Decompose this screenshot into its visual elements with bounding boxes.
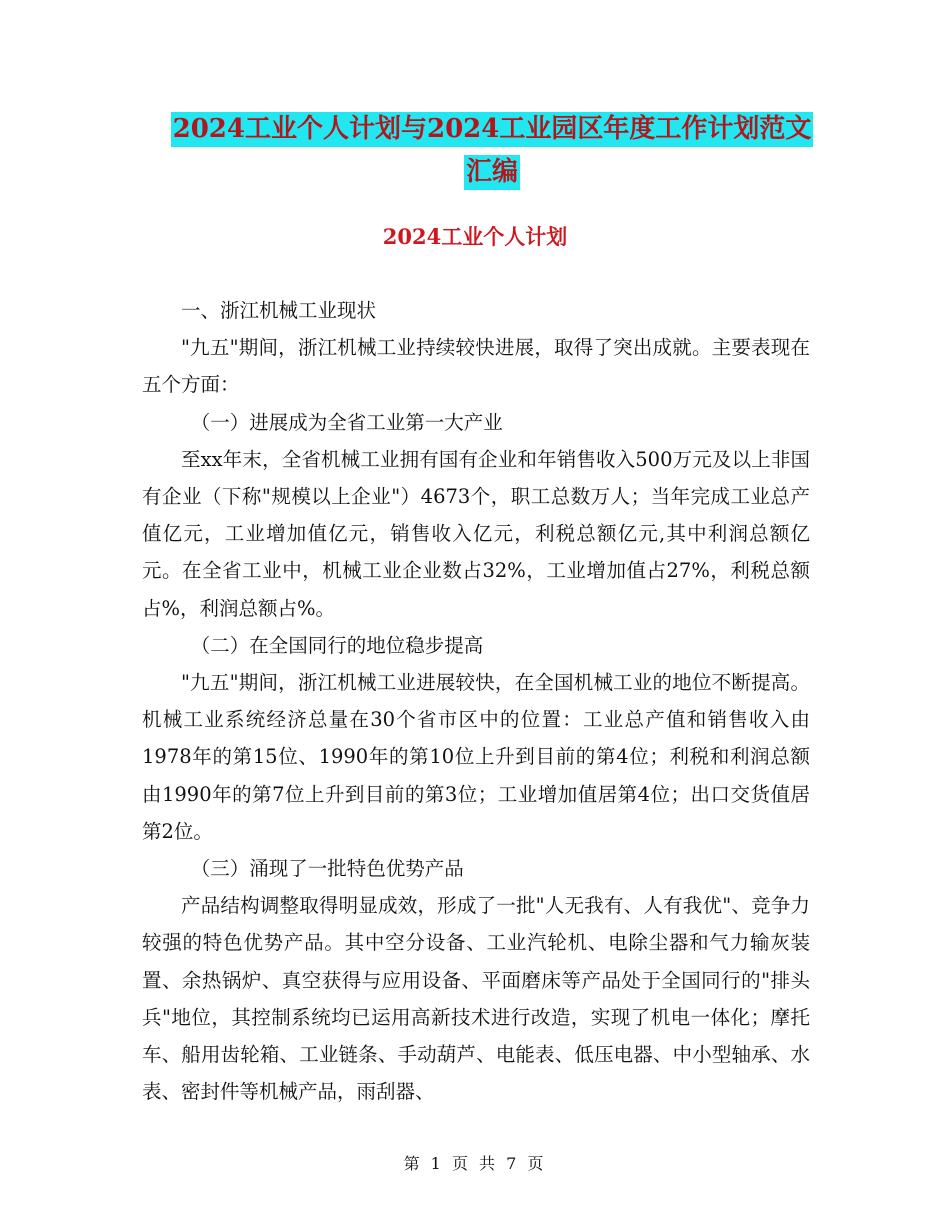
subsection-heading: （二）在全国同行的地位稳步提高	[190, 633, 484, 657]
subsection-heading: （一）进展成为全省工业第一大产业	[190, 410, 503, 434]
subsection-heading: （三）涌现了一批特色优势产品	[190, 857, 464, 881]
section-title: 2024工业个人计划	[382, 224, 568, 249]
paragraph: 产品结构调整取得明显成效，形成了一批"人无我有、人有我优"、竞争力较强的特色优势产品。其中空分设备、工业汽轮机、电除尘器和气力输灰装置、余热锅炉、真空获得与应用设备、平面磨床等产品处于全国同行的"排头兵"地位，其控制系统均已运用高新技术进行改造，实现了机电一体化；摩托车、船用齿轮箱、工业链条、手动葫芦、电能表、低压电器、中小型轴承、水表、密封件等机械产品，雨刮器、	[142, 894, 810, 1104]
body-text	[142, 292, 810, 1110]
paragraph: "九五"期间，浙江机械工业进展较快，在全国机械工业的地位不断提高。机械工业系统经济总量在30个省市区中的位置：工业总产值和销售收入由1978年的第15位、1990年的第10位上升到目前的第4位；利税和利润总额由1990年的第7位上升到目前的第3位；工业增加值居第4位；出口交货值居第2位。	[142, 671, 810, 843]
paragraph: 至xx年末，全省机械工业拥有国有企业和年销售收入500万元及以上非国有企业（下称"规模以上企业"）4673个，职工总数万人；当年完成工业总产值亿元，工业增加值亿元，销售收入亿元，利税总额亿元,其中利润总额亿元。在全省工业中，机械工业企业数占32%，工业增加值占27%，利税总额占%，利润总额占%。	[142, 447, 810, 620]
title-line-2: 汇编	[464, 155, 520, 190]
title-line-1: 2024工业个人计划与2024工业园区年度工作计划范文	[171, 112, 814, 147]
paragraph: "九五"期间，浙江机械工业持续较快进展，取得了突出成就。主要表现在五个方面：	[142, 336, 810, 397]
document-title	[142, 112, 842, 190]
page-footer: 第 1 页 共 7 页	[403, 1154, 547, 1173]
section-heading: 一、浙江机械工业现状	[181, 299, 377, 322]
